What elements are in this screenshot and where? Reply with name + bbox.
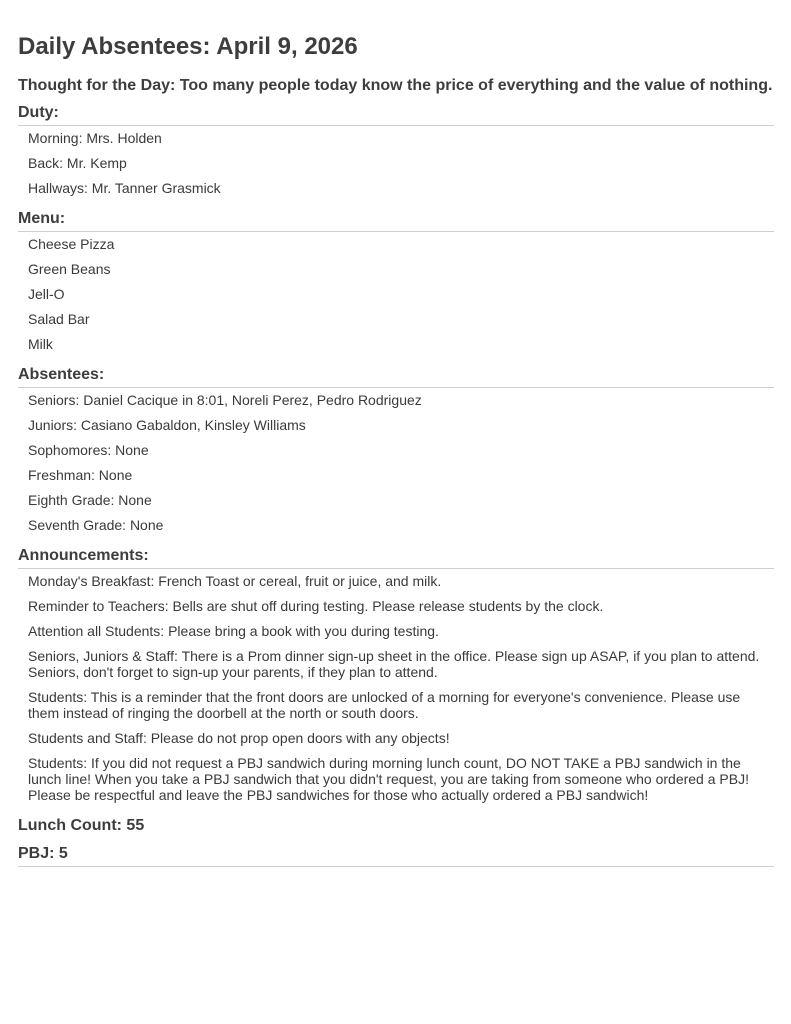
lunch-count: Lunch Count: 55 <box>18 817 145 834</box>
announcement-item: Reminder to Teachers: Bells are shut off during testing. Please release students by the clock. <box>28 598 604 614</box>
absentee-item: Sophomores: None <box>28 442 149 458</box>
announcement-item: Seniors, Juniors & Staff: There is a Prom dinner sign-up sheet in the office. Please sign up ASAP, if you plan to attend. Seniors, don't forget to sign-up your parents, if they plan to attend. <box>28 648 760 680</box>
announcement-item: Students: If you did not request a PBJ sandwich during morning lunch count, DO NOT TAKE a PBJ sandwich in the lunch line! When you take a PBJ sandwich that you didn't request, you are taking from someone who ordered a PBJ! Please be respectful and leave the PBJ sandwiches for those who actually ordered a PBJ sandwich! <box>28 755 749 803</box>
announcement-item: Students: This is a reminder that the front doors are unlocked of a morning for everyone's convenience. Please use them instead of ringing the doorbell at the north or south doors. <box>28 689 741 721</box>
menu-item: Jell-O <box>28 286 65 302</box>
absentees-heading: Absentees: <box>18 365 774 388</box>
announcement-item: Students and Staff: Please do not prop open doors with any objects! <box>28 730 450 746</box>
absentee-item: Seniors: Daniel Cacique in 8:01, Noreli Perez, Pedro Rodriguez <box>28 392 422 408</box>
absentee-item: Freshman: None <box>28 467 133 483</box>
duty-item: Morning: Mrs. Holden <box>28 130 162 146</box>
absentee-item: Eighth Grade: None <box>28 492 152 508</box>
menu-item: Green Beans <box>28 261 111 277</box>
menu-list <box>18 232 774 352</box>
absentee-item: Juniors: Casiano Gabaldon, Kinsley Williams <box>28 417 306 433</box>
page-title: Daily Absentees: April 9, 2026 <box>18 33 358 60</box>
announcements-heading: Announcements: <box>18 546 774 569</box>
duty-heading: Duty: <box>18 103 774 126</box>
duty-list <box>18 126 774 196</box>
absentees-list <box>18 388 774 533</box>
menu-item: Salad Bar <box>28 311 90 327</box>
announcement-item: Attention all Students: Please bring a book with you during testing. <box>28 623 439 639</box>
announcement-item: Monday's Breakfast: French Toast or cereal, fruit or juice, and milk. <box>28 573 442 589</box>
duty-item: Hallways: Mr. Tanner Grasmick <box>28 180 221 196</box>
thought-for-the-day: Thought for the Day: Too many people today know the price of everything and the value of nothing. <box>18 77 773 94</box>
menu-item: Milk <box>28 336 53 352</box>
menu-heading: Menu: <box>18 209 774 232</box>
announcements-list <box>18 569 774 803</box>
duty-item: Back: Mr. Kemp <box>28 155 127 171</box>
pbj-count: PBJ: 5 <box>18 844 774 867</box>
menu-item: Cheese Pizza <box>28 236 115 252</box>
absentee-item: Seventh Grade: None <box>28 517 164 533</box>
